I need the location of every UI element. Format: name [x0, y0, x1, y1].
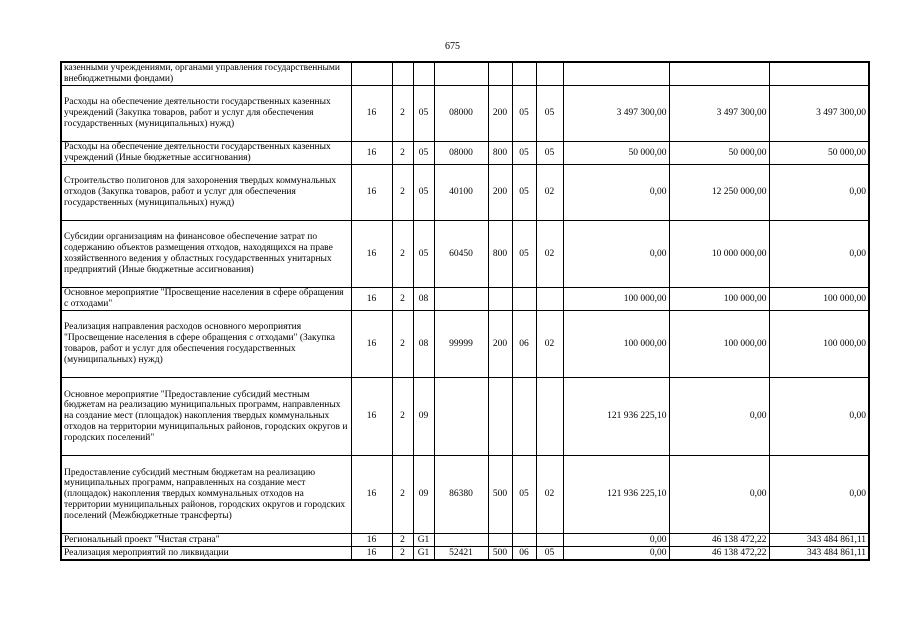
cell-code: 16 [351, 311, 392, 378]
cell-code: 05 [536, 86, 563, 142]
cell-code: 06 [512, 311, 536, 378]
cell-code: 200 [488, 165, 512, 221]
row-description: Строительство полигонов для захоронения твердых коммунальных отходов (Закупка товаров, работ и услуг для обеспечения государственных (муниципальных) нужд) [61, 165, 351, 221]
cell-code [488, 534, 512, 547]
budget-table [60, 61, 870, 561]
cell-code: 2 [392, 378, 413, 456]
cell-amount [769, 62, 869, 86]
cell-code: 200 [488, 86, 512, 142]
cell-code: 16 [351, 165, 392, 221]
cell-code: 08 [413, 288, 434, 311]
cell-code: 16 [351, 547, 392, 561]
cell-amount: 0,00 [563, 221, 669, 288]
cell-code: 800 [488, 142, 512, 165]
cell-code: 05 [536, 547, 563, 561]
cell-code [488, 378, 512, 456]
cell-code: 500 [488, 456, 512, 534]
table-row [61, 86, 869, 142]
table-row [61, 62, 869, 86]
cell-code: 05 [413, 86, 434, 142]
cell-code: 200 [488, 311, 512, 378]
cell-code [413, 62, 434, 86]
cell-code: 05 [413, 142, 434, 165]
cell-amount: 10 000 000,00 [669, 221, 769, 288]
cell-amount: 343 484 861,11 [769, 534, 869, 547]
cell-amount: 0,00 [769, 378, 869, 456]
cell-amount: 50 000,00 [563, 142, 669, 165]
cell-amount: 0,00 [669, 378, 769, 456]
cell-code [434, 62, 488, 86]
row-description: Предоставление субсидий местным бюджетам на реализацию муниципальных программ, направленных на создание мест (площадок) накопления твердых коммунальных отходов на территории муниципальных районов, городских округов и городских поселений (Межбюджетные трансферты) [61, 456, 351, 534]
cell-code [434, 378, 488, 456]
cell-amount: 0,00 [669, 456, 769, 534]
page-number: 675 [445, 41, 460, 52]
cell-code: G1 [413, 534, 434, 547]
cell-code [536, 378, 563, 456]
cell-code: 800 [488, 221, 512, 288]
cell-code [488, 288, 512, 311]
row-description: Расходы на обеспечение деятельности государственных казенных учреждений (Закупка товаров, работ и услуг для обеспечения государственных (муниципальных) нужд) [61, 86, 351, 142]
table-row [61, 378, 869, 456]
cell-code: 500 [488, 547, 512, 561]
cell-code: 05 [512, 456, 536, 534]
cell-code: 05 [413, 165, 434, 221]
cell-code: 05 [512, 142, 536, 165]
cell-code: G1 [413, 547, 434, 561]
cell-code: 2 [392, 534, 413, 547]
cell-code: 02 [536, 221, 563, 288]
row-description: казенными учреждениями, органами управления государственными внебюджетными фондами) [61, 62, 351, 86]
cell-code: 2 [392, 86, 413, 142]
cell-code: 09 [413, 378, 434, 456]
cell-code: 08000 [434, 142, 488, 165]
cell-code: 16 [351, 86, 392, 142]
cell-code [512, 62, 536, 86]
cell-amount: 100 000,00 [769, 311, 869, 378]
cell-code: 16 [351, 221, 392, 288]
cell-code: 05 [536, 142, 563, 165]
cell-code: 2 [392, 221, 413, 288]
cell-code [434, 288, 488, 311]
cell-code: 08 [413, 311, 434, 378]
cell-code: 02 [536, 165, 563, 221]
cell-code: 05 [512, 221, 536, 288]
cell-code: 16 [351, 534, 392, 547]
table-row [61, 456, 869, 534]
cell-code [536, 288, 563, 311]
cell-code: 06 [512, 547, 536, 561]
cell-code: 2 [392, 165, 413, 221]
cell-amount: 46 138 472,22 [669, 547, 769, 561]
cell-amount: 0,00 [769, 456, 869, 534]
cell-amount: 100 000,00 [669, 288, 769, 311]
cell-amount: 343 484 861,11 [769, 547, 869, 561]
cell-code [392, 62, 413, 86]
cell-amount: 100 000,00 [563, 288, 669, 311]
table-row [61, 142, 869, 165]
cell-code: 52421 [434, 547, 488, 561]
cell-code: 02 [536, 456, 563, 534]
cell-code: 2 [392, 142, 413, 165]
table-row [61, 547, 869, 561]
cell-code [351, 62, 392, 86]
row-description: Региональный проект "Чистая страна" [61, 534, 351, 547]
cell-code [512, 378, 536, 456]
cell-amount [669, 62, 769, 86]
cell-code: 16 [351, 378, 392, 456]
cell-code: 02 [536, 311, 563, 378]
cell-code [536, 534, 563, 547]
cell-amount: 12 250 000,00 [669, 165, 769, 221]
cell-amount: 46 138 472,22 [669, 534, 769, 547]
table-row [61, 288, 869, 311]
cell-code: 05 [512, 86, 536, 142]
cell-code: 16 [351, 288, 392, 311]
cell-code: 09 [413, 456, 434, 534]
table-row [61, 221, 869, 288]
cell-amount: 0,00 [563, 547, 669, 561]
cell-code [488, 62, 512, 86]
row-description: Основное мероприятие "Просвещение населения в сфере обращения с отходами" [61, 288, 351, 311]
cell-code: 2 [392, 288, 413, 311]
cell-code: 16 [351, 456, 392, 534]
row-description: Расходы на обеспечение деятельности государственных казенных учреждений (Иные бюджетные ассигнования) [61, 142, 351, 165]
cell-code: 2 [392, 456, 413, 534]
row-description: Основное мероприятие "Предоставление субсидий местным бюджетам на реализацию муниципальных программ, направленных на создание мест (площадок) накопления твердых коммунальных отходов на территории муниципальных районов, городских округов и городских поселений" [61, 378, 351, 456]
cell-amount: 0,00 [563, 534, 669, 547]
cell-amount: 0,00 [563, 165, 669, 221]
cell-code: 16 [351, 142, 392, 165]
cell-amount: 3 497 300,00 [669, 86, 769, 142]
row-description: Реализация мероприятий по ликвидации [61, 547, 351, 561]
cell-code [512, 288, 536, 311]
cell-amount: 121 936 225,10 [563, 456, 669, 534]
cell-amount: 0,00 [769, 221, 869, 288]
table-row [61, 534, 869, 547]
table-row [61, 311, 869, 378]
cell-amount: 3 497 300,00 [563, 86, 669, 142]
cell-code: 40100 [434, 165, 488, 221]
cell-amount [563, 62, 669, 86]
table-row [61, 165, 869, 221]
cell-code [512, 534, 536, 547]
cell-code: 2 [392, 547, 413, 561]
cell-amount: 50 000,00 [769, 142, 869, 165]
cell-code: 99999 [434, 311, 488, 378]
cell-amount: 100 000,00 [563, 311, 669, 378]
cell-amount: 100 000,00 [669, 311, 769, 378]
row-description: Реализация направления расходов основного мероприятия "Просвещение населения в сфере обращения с отходами" (Закупка товаров, работ и услуг для обеспечения государственных (муниципальных) нужд) [61, 311, 351, 378]
cell-code: 86380 [434, 456, 488, 534]
cell-amount: 121 936 225,10 [563, 378, 669, 456]
cell-code: 2 [392, 311, 413, 378]
cell-amount: 0,00 [769, 165, 869, 221]
cell-code: 60450 [434, 221, 488, 288]
cell-code [434, 534, 488, 547]
cell-code: 08000 [434, 86, 488, 142]
row-description: Субсидии организациям на финансовое обеспечение затрат по содержанию объектов размещения отходов, находящихся на праве хозяйственного ведения у областных государственных унитарных предприятий (Иные бюджетные ассигнования) [61, 221, 351, 288]
cell-amount: 3 497 300,00 [769, 86, 869, 142]
cell-code: 05 [512, 165, 536, 221]
cell-code [536, 62, 563, 86]
cell-code: 05 [413, 221, 434, 288]
cell-amount: 100 000,00 [769, 288, 869, 311]
cell-amount: 50 000,00 [669, 142, 769, 165]
